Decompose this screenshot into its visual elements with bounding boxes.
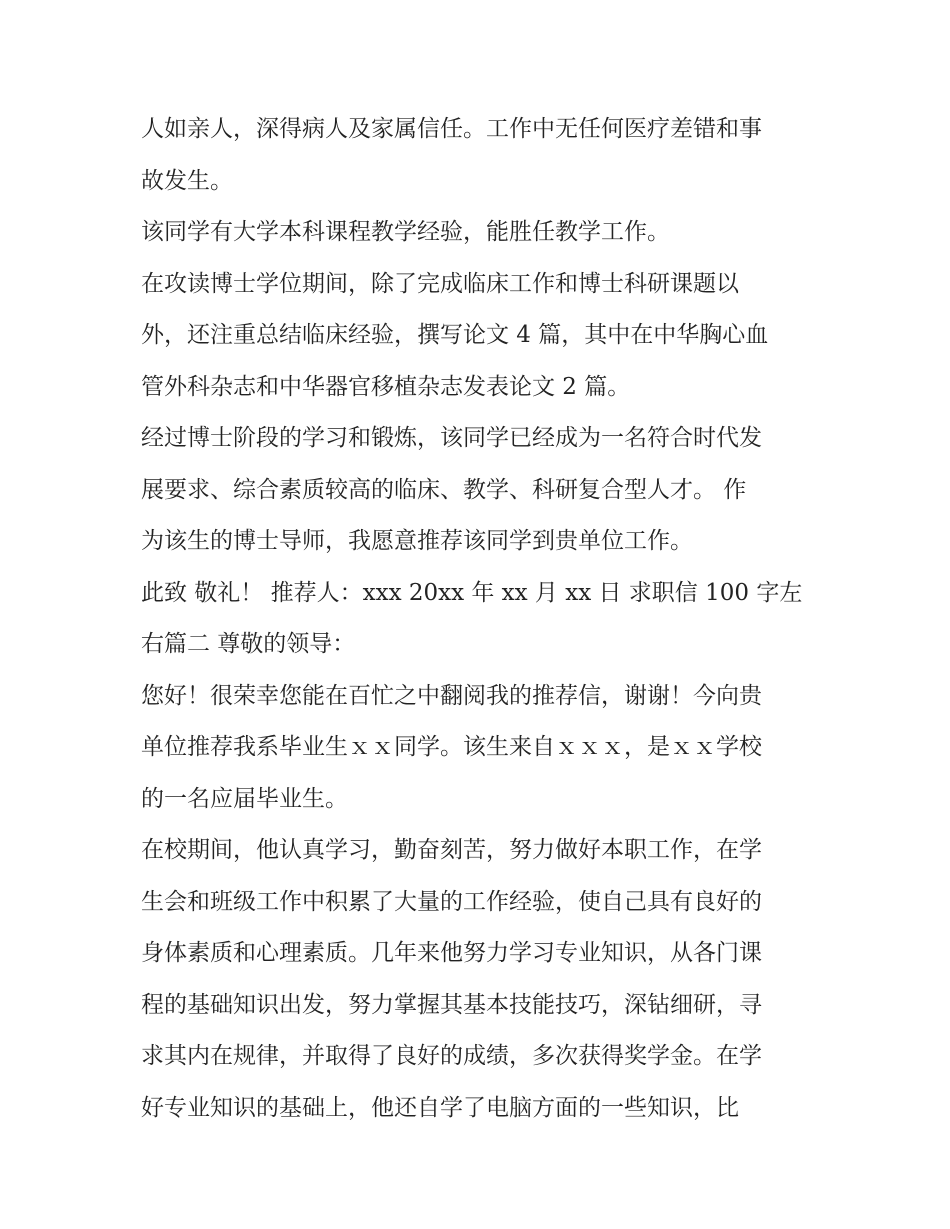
text-line: 生会和班级工作中积累了大量的工作经验，使自己具有良好的 xyxy=(141,888,762,915)
text-line: 在校期间，他认真学习，勤奋刻苦，努力做好本职工作，在学 xyxy=(141,837,762,863)
text-line: 右篇二 尊敬的领导： xyxy=(141,631,356,657)
paragraph-3 xyxy=(141,259,821,414)
text-line: 故发生。 xyxy=(141,167,233,194)
text-line: 好专业知识的基础上，他还自学了电脑方面的一些知识，比 xyxy=(141,1094,739,1121)
text-line: 的一名应届毕业生。 xyxy=(141,785,348,812)
text-line: 单位推荐我系毕业生ｘｘ同学。该生来自ｘｘｘ，是ｘｘ学校 xyxy=(141,734,762,760)
text-line: 为该生的博士导师，我愿意推荐该同学到贵单位工作。 xyxy=(141,528,693,554)
text-line: 此致 敬礼！ 推荐人：xxx 20xx 年 xx 月 xx 日 求职信 100 字左 xyxy=(141,579,803,606)
text-line: 外，还注重总结临床经验，撰写论文 4 篇，其中在中华胸心血 xyxy=(141,322,769,348)
paragraph-4 xyxy=(141,413,821,568)
text-line: 求其内在规律，并取得了良好的成绩，多次获得奖学金。在学 xyxy=(141,1043,762,1069)
document-body xyxy=(141,104,821,1134)
text-line: 身体素质和心理素质。几年来他努力学习专业知识，从各门课 xyxy=(141,940,762,966)
text-line: 经过博士阶段的学习和锻炼，该同学已经成为一名符合时代发 xyxy=(141,425,762,451)
text-line: 在攻读博士学位期间，除了完成临床工作和博士科研课题以 xyxy=(141,270,739,297)
text-line: 该同学有大学本科课程教学经验，能胜任教学工作。 xyxy=(141,219,670,245)
text-line: 程的基础知识出发，努力掌握其基本技能技巧，深钻细研，寻 xyxy=(141,991,762,1018)
text-line: 人如亲人，深得病人及家属信任。工作中无任何医疗差错和事 xyxy=(141,116,762,142)
text-line: 管外科杂志和中华器官移植杂志发表论文 2 篇。 xyxy=(141,373,631,400)
paragraph-2 xyxy=(141,207,821,259)
paragraph-1 xyxy=(141,104,821,207)
paragraph-5 xyxy=(141,568,821,671)
paragraph-6 xyxy=(141,671,821,826)
paragraph-7 xyxy=(141,825,821,1134)
text-line: 您好！很荣幸您能在百忙之中翻阅我的推荐信，谢谢！今向贵 xyxy=(141,682,762,709)
text-line: 展要求、综合素质较高的临床、教学、科研复合型人才。 作 xyxy=(141,476,747,503)
